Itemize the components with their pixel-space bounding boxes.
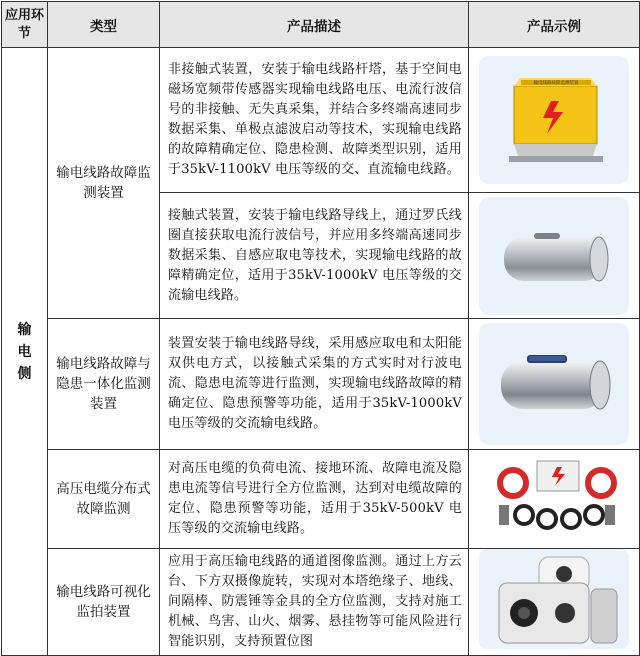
- ptz-camera-product: [479, 549, 629, 649]
- type-cell: 输电线路可视化监拍装置: [48, 549, 160, 656]
- type-cell: 高压电缆分布式故障监测: [48, 450, 160, 549]
- description-cell: 对高压电缆的负荷电流、接地环流、故障电流及隐患电流等信号进行全方位监测，达到对电缆故障的定位、隐患预警等功能，适用于35kV-500kV 电压等级的交流输电线路。: [160, 450, 469, 549]
- cable-monitor-kit-product: [479, 453, 629, 545]
- description-cell: 装置安装于输电线路导线，采用感应取电和太阳能双供电方式，以接触式采集的方式实时对行波电流、隐患电流等进行监测，实现输电线路故障的精确定位、隐患预警等功能，适用于35kV-1000kV 电压等级的交流输电线路。: [160, 319, 469, 450]
- table-row: [2, 549, 640, 656]
- header-description: 产品描述: [160, 2, 469, 48]
- example-cell: [469, 450, 640, 549]
- example-cell: [469, 193, 640, 319]
- header-type: 类型: [48, 2, 160, 48]
- type-cell: 输电线路故障与隐患一体化监测装置: [48, 319, 160, 450]
- table-header-row: [2, 2, 640, 48]
- stage-cell: [2, 48, 48, 656]
- solar-cylinder-sensor-product: [479, 323, 629, 445]
- silver-cylinder-sensor-product: [479, 197, 629, 315]
- box-label: 输电线路故障监测装置: [533, 81, 579, 86]
- table-row: [2, 48, 640, 193]
- yellow-monitor-box-product: [479, 56, 629, 184]
- product-table: [1, 1, 640, 656]
- table-row: [2, 450, 640, 549]
- description-cell: 非接触式装置，安装于输电线路杆塔，基于空间电磁场宽频带传感器实现输电线路电压、电流行波信号的非接触、无失真采集，并结合多终端高速同步数据采集、单极点滤波启动等技术，实现输电线路的故障精确定位、隐患检测、故障类型识别，适用于35kV-1100kV 电压等级的交、直流输电线路。: [160, 48, 469, 193]
- example-cell: [469, 48, 640, 193]
- type-cell: 输电线路故障监测装置: [48, 48, 160, 319]
- table-row: [2, 319, 640, 450]
- description-cell: 接触式装置，安装于输电线路导线上，通过罗氏线圈直接获取电流行波信号，并应用多终端高速同步数据采集、自感应取电等技术，实现输电线路的故障精确定位，适用于35kV-1000kV 电压等级的交流输电线路。: [160, 193, 469, 319]
- description-cell: 应用于高压输电线路的通道图像监测。通过上方云台、下方双摄像旋转，实现对本塔绝缘子、地线、间隔棒、防震锤等金具的全方位监测，支持对施工机械、鸟害、山火、烟雾、悬挂物等可能风险进行智能识别，支持预置位图: [160, 549, 469, 656]
- header-example: 产品示例: [469, 2, 640, 48]
- header-stage: 应用环节: [2, 2, 48, 48]
- example-cell: [469, 319, 640, 450]
- example-cell: [469, 549, 640, 656]
- stage-label: 输电侧: [17, 321, 32, 382]
